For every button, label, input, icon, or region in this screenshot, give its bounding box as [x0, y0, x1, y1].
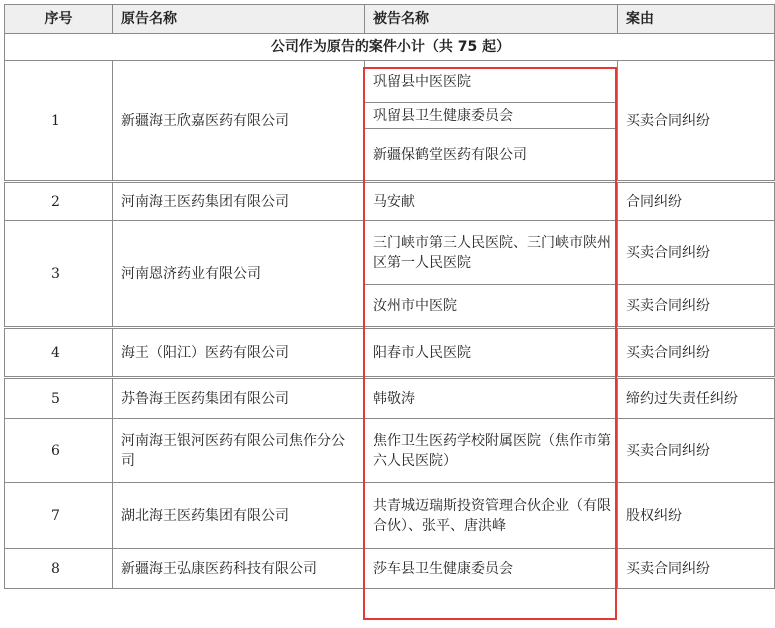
row-cause: 股权纠纷 [618, 483, 775, 549]
row-plaintiff: 新疆海王欣嘉医药有限公司 [113, 61, 365, 181]
row-defendant: 莎车县卫生健康委员会 [365, 549, 618, 589]
row-defendant: 韩敬涛 [365, 379, 618, 419]
row-cause: 买卖合同纠纷 [618, 285, 775, 327]
row-plaintiff: 苏鲁海王医药集团有限公司 [113, 379, 365, 419]
row-defendant: 共青城迈瑞斯投资管理合伙企业（有限合伙）、张平、唐洪峰 [365, 483, 618, 549]
row-cause: 买卖合同纠纷 [618, 549, 775, 589]
case-table [4, 4, 775, 589]
table-row [5, 329, 775, 377]
row-defendant: 马安献 [365, 183, 618, 221]
row-defendant: 巩留县中医医院 [365, 61, 618, 103]
row-no: 4 [5, 329, 113, 377]
table-row [5, 419, 775, 483]
row-no: 5 [5, 379, 113, 419]
row-cause: 买卖合同纠纷 [618, 221, 775, 285]
table-row [5, 183, 775, 221]
row-plaintiff: 河南海王银河医药有限公司焦作分公司 [113, 419, 365, 483]
row-cause: 合同纠纷 [618, 183, 775, 221]
row-cause: 买卖合同纠纷 [618, 61, 775, 181]
header-cause: 案由 [618, 5, 775, 34]
row-no: 7 [5, 483, 113, 549]
row-no: 3 [5, 221, 113, 327]
row-defendant: 三门峡市第三人民医院、三门峡市陕州区第一人民医院 [365, 221, 618, 285]
row-plaintiff: 新疆海王弘康医药科技有限公司 [113, 549, 365, 589]
row-defendant: 巩留县卫生健康委员会 [365, 103, 618, 129]
table-row [5, 483, 775, 549]
table-row [5, 221, 775, 285]
row-defendant: 新疆保鹤堂医药有限公司 [365, 129, 618, 181]
header-defendant: 被告名称 [365, 5, 618, 34]
subtotal-row [5, 34, 775, 61]
row-no: 8 [5, 549, 113, 589]
row-no: 2 [5, 183, 113, 221]
row-plaintiff: 河南海王医药集团有限公司 [113, 183, 365, 221]
row-plaintiff: 湖北海王医药集团有限公司 [113, 483, 365, 549]
row-cause: 缔约过失责任纠纷 [618, 379, 775, 419]
row-defendant: 阳春市人民医院 [365, 329, 618, 377]
row-no: 6 [5, 419, 113, 483]
row-no: 1 [5, 61, 113, 181]
row-plaintiff: 海王（阳江）医药有限公司 [113, 329, 365, 377]
row-defendant: 汝州市中医院 [365, 285, 618, 327]
subtotal-text: 公司作为原告的案件小计（共 75 起） [5, 34, 775, 61]
table-row [5, 61, 775, 103]
row-plaintiff: 河南恩济药业有限公司 [113, 221, 365, 327]
header-plaintiff: 原告名称 [113, 5, 365, 34]
row-defendant: 焦作卫生医药学校附属医院（焦作市第六人民医院） [365, 419, 618, 483]
row-cause: 买卖合同纠纷 [618, 419, 775, 483]
table-row [5, 379, 775, 419]
table-row [5, 549, 775, 589]
header-no: 序号 [5, 5, 113, 34]
row-cause: 买卖合同纠纷 [618, 329, 775, 377]
header-row [5, 5, 775, 34]
